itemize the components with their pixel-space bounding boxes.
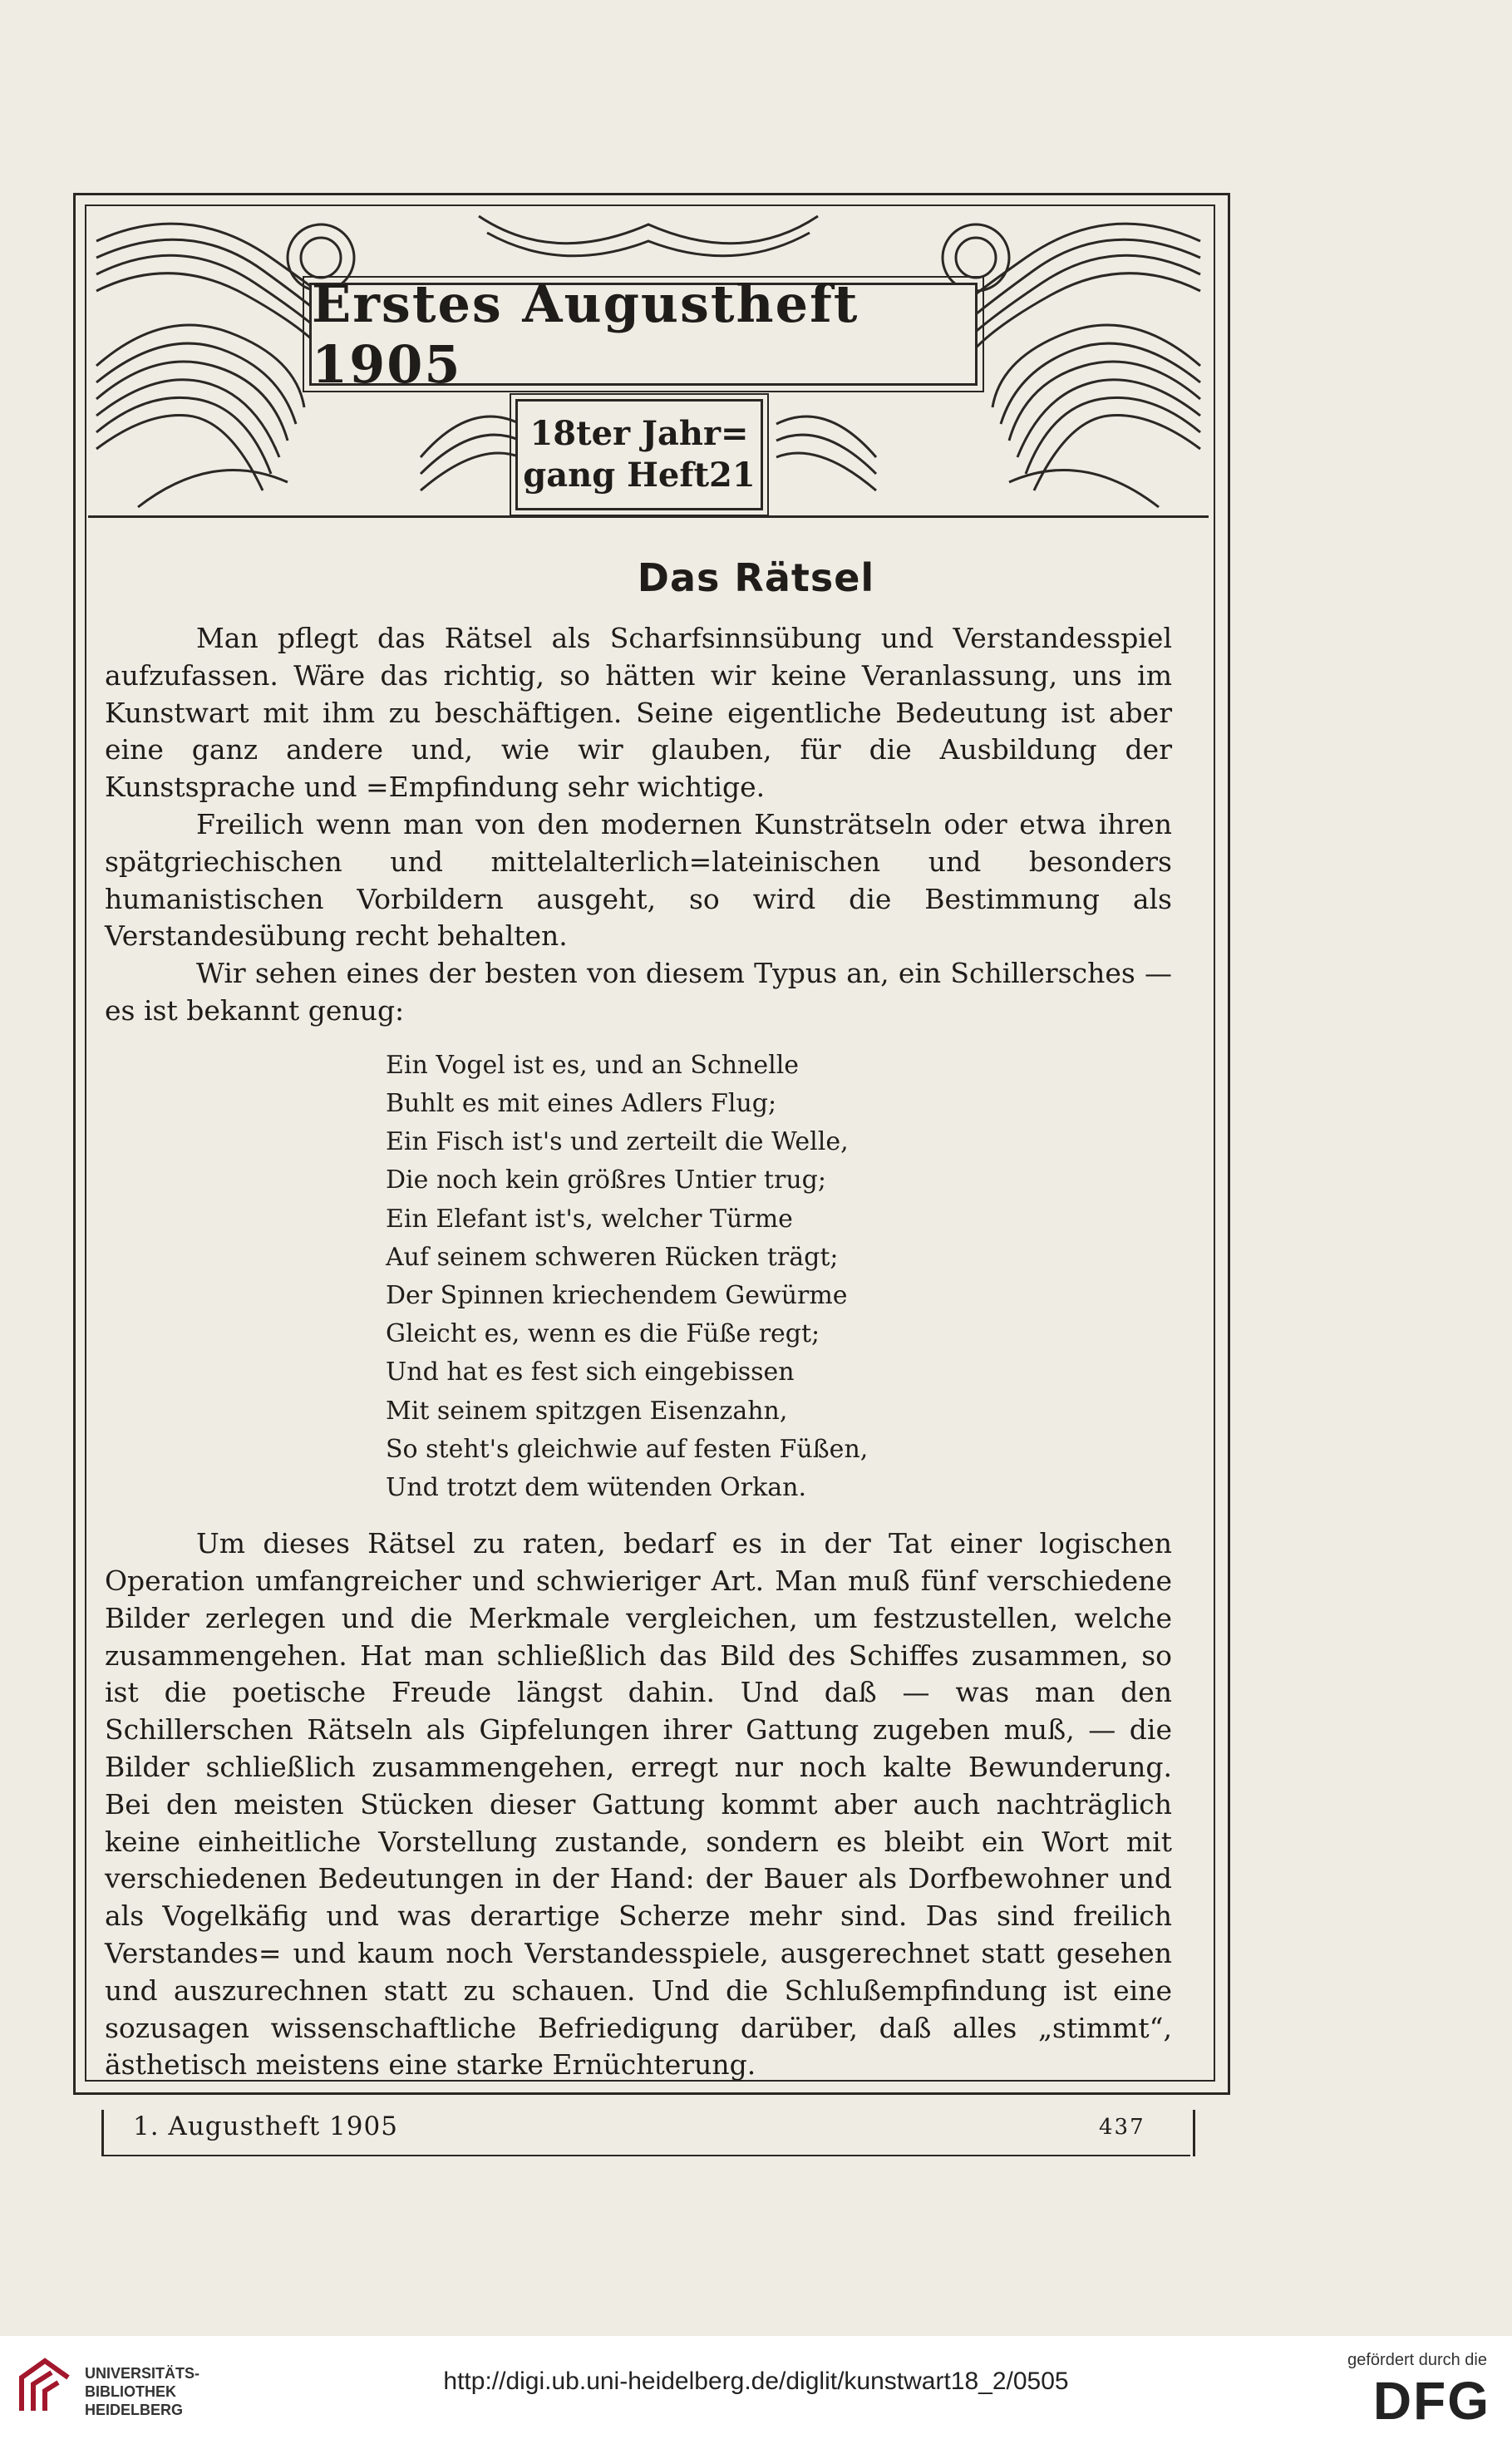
poem-line: So steht's gleichwie auf festen Füßen, xyxy=(386,1434,869,1464)
library-line-3: HEIDELBERG xyxy=(85,2402,184,2418)
library-line-2: BIBLIOTHEK xyxy=(85,2383,176,2400)
poem-line: Der Spinnen kriechendem Gewürme xyxy=(386,1280,848,1310)
poem-line: Ein Fisch ist's und zerteilt die Welle, xyxy=(386,1127,849,1157)
volume-line-1: 18ter Jahr= xyxy=(529,414,749,453)
poem xyxy=(386,1047,1172,1507)
poem-line: Die noch kein größres Untier trug; xyxy=(386,1165,826,1195)
paragraph-3: Wir sehen eines der besten von diesem Typus an, ein Schillersches — es ist bekannt genug: xyxy=(105,957,1172,1027)
paragraph-1: Man pflegt das Rätsel als Scharfsinnsübung und Verstandesspiel aufzufassen. Wäre das richtig, so hätten wir keine Veranlassung, uns im Kunstwart mit ihm zu beschäftigen. Seine eigentliche Bedeutung ist aber eine ganz andere und, wie wir glauben, für die Ausbildung der Kunstsprache und =Empfindung sehr wichtige. xyxy=(105,622,1172,804)
volume-box xyxy=(515,399,763,510)
poem-line: Auf seinem schweren Rücken trägt; xyxy=(386,1242,839,1272)
issue-title-box xyxy=(309,273,978,395)
poem-line: Mit seinem spitzgen Eisenzahn, xyxy=(386,1396,788,1426)
poem-line: Und hat es fest sich eingebissen xyxy=(386,1358,795,1387)
footer-rule xyxy=(101,2155,1190,2156)
library-line-1: UNIVERSITÄTS- xyxy=(85,2365,200,2382)
article-title: Das Rätsel xyxy=(637,555,875,600)
page-number: 437 xyxy=(1099,2115,1145,2140)
issue-title: Erstes Augustheft 1905 xyxy=(312,273,859,395)
volume-line-2: gang Heft21 xyxy=(523,456,756,495)
article-body xyxy=(105,620,1172,2084)
poem-line: Gleicht es, wenn es die Füße regt; xyxy=(386,1319,820,1349)
poem-line: Ein Vogel ist es, und an Schnelle xyxy=(386,1050,800,1080)
sponsor-note: gefördert durch die xyxy=(1347,2351,1487,2369)
footer-issue: 1. Augustheft 1905 xyxy=(133,2111,398,2141)
permalink[interactable]: http://digi.ub.uni-heidelberg.de/diglit/kunstwart18_2/0505 xyxy=(443,2368,1069,2395)
poem-line: Ein Elefant ist's, welcher Türme xyxy=(386,1204,793,1234)
dfg-logo[interactable]: DFG xyxy=(1372,2371,1490,2431)
poem-line: Und trotzt dem wütenden Orkan. xyxy=(386,1473,807,1502)
poem-line: Buhlt es mit eines Adlers Flug; xyxy=(386,1088,777,1118)
paragraph-2: Freilich wenn man von den modernen Kunsträtseln oder etwa ihren spätgriechischen und mittelalterlich=lateinischen und besonders humanistischen Vorbildern ausgeht, so wird die Bestimmung als Verstandesübung recht behalten. xyxy=(105,807,1172,953)
paragraph-closing: Um dieses Rätsel zu raten, bedarf es in der Tat einer logischen Operation umfangreicher und schwieriger Art. Man muß fünf verschiedene Bilder zerlegen und die Merkmale vergleichen, um festzustellen, welche zusammengehen. Hat man schließlich das Bild des Schiffes zusammen, so ist die poetische Freude längst dahin. Und daß — was man den Schillerschen Rätseln als Gipfelungen ihrer Gattung zugeben muß, — die Bilder schließlich zusammengehen, erregt nur noch kalte Bewunderung. Bei den meisten Stücken dieser Gattung kommt aber auch nachträglich keine einheitliche Vorstellung zustande, sondern es bleibt ein Wort mit verschiedenen Bedeutungen in der Hand: der Bauer als Dorfbewohner und als Vogelkäfig und was derartige Scherze mehr sind. Das sind freilich Verstandes= und kaum noch Verstandesspiele, ausgerechnet statt gesehen und auszurechnen statt zu schauen. Und die Schlußempfindung ist eine sozusagen wissenschaftliche Befriedigung darüber, daß alles „stimmt“, ästhetisch meistens eine starke Ernüchterung. xyxy=(105,1527,1172,2082)
